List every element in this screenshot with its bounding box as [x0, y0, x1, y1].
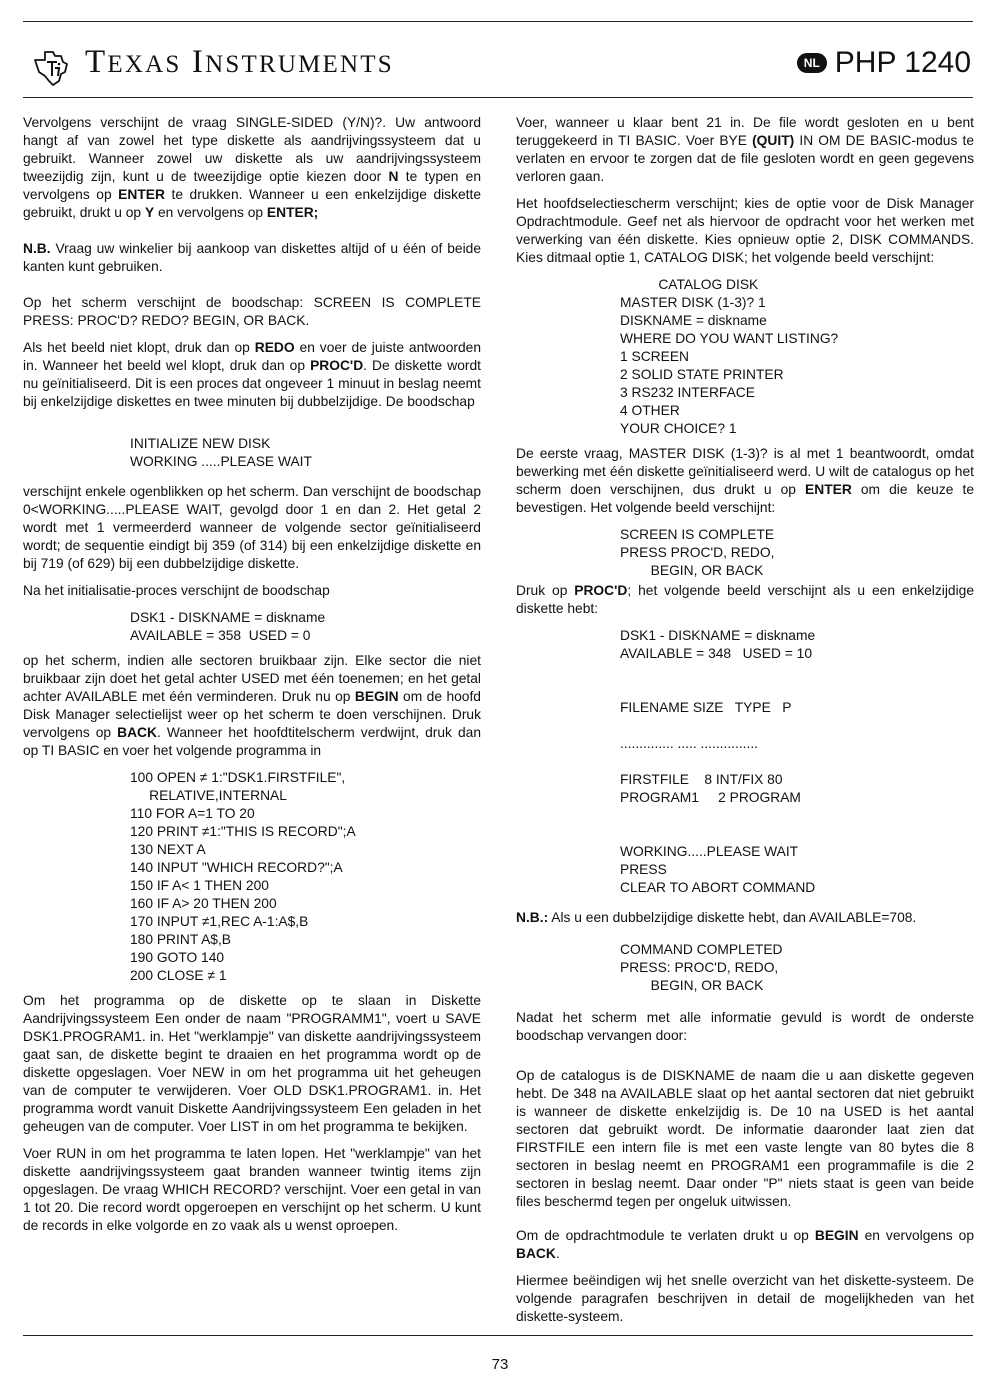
paragraph: Voer RUN in om het programma te laten lopen. Het "werklampje" van het diskette aandrijvingssysteem gaat branden wanneer twintig items zijn opgeslagen. De vraag WHICH RECORD? verschijnt. Voer een getal in van 1 tot 20. Die record wordt opgeroepen en verschijnt op het scherm. U kunt de records in elke volgorde en zo vaak als u wenst oproepen. [23, 1146, 481, 1233]
paragraph: verschijnt enkele ogenblikken op het scherm. Dan verschijnt de boodschap 0<WORKING.....PLEASE WAIT, gevolgd door 1 en dan 2. Het getal 2 wordt met 1 vermeerderd wanneer de volgende sector geïnitialiseerd wordt; de sequentie eindigt bij 359 (of 314) bij een enkelzijdige diskette en bij 719 (of 629) bij een dubbelzijdige diskette. [23, 484, 481, 571]
right-column [516, 114, 974, 1335]
note: N.B.: Als u een dubbelzijdige diskette hebt, dan AVAILABLE=708. [516, 910, 917, 925]
program-listing: 100 OPEN ≠ 1:"DSK1.FIRSTFILE", RELATIVE,INTERNAL 110 FOR A=1 TO 20 120 PRINT ≠1:"THIS IS RECORD";A 130 NEXT A 140 INPUT "WHICH RECORD?";A 150 IF A< 1 THEN 200 160 IF A> 20 THEN 200 170 INPUT ≠1,REC A-1:A$,B 180 PRINT A$,B 190 GOTO 140 200 CLOSE ≠ 1 [130, 770, 356, 983]
model-number: PHP 1240 [834, 46, 971, 79]
page-number: 73 [491, 1356, 509, 1373]
page-header [23, 22, 973, 96]
paragraph: Druk op PROC'D; het volgende beeld verschijnt als u een enkelzijdige diskette hebt: [516, 583, 974, 616]
paragraph: Vervolgens verschijnt de vraag SINGLE-SIDED (Y/N)?. Uw antwoord hangt af van zowel het type diskette als aandrijvingssysteem dat u gebruikt. Wanneer zowel uw diskette als uw aandrijvingssysteem tweezijdig zijn, kunt u de tweezijdige optie kiezen door N te typen en vervolgens op ENTER te drukken. Wanneer u een enkelzijdige diskette gebruikt, drukt u op Y en vervolgens op ENTER; [23, 115, 482, 220]
paragraph: Voer, wanneer u klaar bent 21 in. De file wordt gesloten en u bent teruggekeerd in TI BASIC. Voer BYE (QUIT) IN OM DE BASIC-modus te verlaten en ervoor te zorgen dat de file gesloten wordt en geen gegevens verloren gaan. [516, 115, 974, 184]
paragraph: Om de opdrachtmodule te verlaten drukt u op BEGIN en vervolgens op BACK. [516, 1228, 974, 1261]
brand-name: TEXAS INSTRUMENTS [85, 44, 394, 80]
screen-message: SCREEN IS COMPLETE PRESS PROC'D, REDO, BEGIN, OR BACK [620, 527, 775, 578]
model-label [797, 46, 971, 80]
paragraph: De eerste vraag, MASTER DISK (1-3)? is al met 1 beantwoordt, omdat bewerking met één diskette geïnitialiseerd werd. U wilt de catalogus op het scherm doen verschijnen, dus drukt u op ENTER om die keuze te bevestigen. Het volgende beeld verschijnt: [516, 446, 975, 515]
nl-badge: NL [797, 53, 827, 73]
header-rule [23, 97, 973, 98]
footer-rule [23, 1335, 973, 1336]
note: N.B. Vraag uw winkelier bij aankoop van diskettes altijd of u één of beide kanten kunt gebruiken. [23, 241, 481, 274]
catalog-listing: DSK1 - DISKNAME = diskname AVAILABLE = 348 USED = 10 FILENAME SIZE TYPE P .............. ..... ............... FIRSTFILE 8 INT/FIX 80 PROGRAM1 2 PROGRAM WORKING.....PLEASE WAIT PRESS CLEAR TO ABORT COMMAND [620, 628, 816, 895]
paragraph: Nadat het scherm met alle informatie gevuld is wordt de onderste boodschap vervangen door: [516, 1010, 974, 1043]
paragraph: Na het initialisatie-proces verschijnt de boodschap [23, 583, 330, 598]
paragraph: Als het beeld niet klopt, druk dan op REDO en voer de juiste antwoorden in. Wanneer het beeld wel klopt, druk dan op PROC'D. De diskette wordt nu geïnitialiseerd. Dit is een proces dat ongeveer 1 minuut in beslag neemt bij enkelzijdige diskettes en twee minuten bij dubbelzijdige. De boodschap [23, 340, 481, 409]
screen-message: DSK1 - DISKNAME = diskname AVAILABLE = 358 USED = 0 [130, 610, 326, 643]
paragraph: Om het programma op de diskette op te slaan in Diskette Aandrijvingssysteem Een onder de naam "PROGRAMM1", voert u SAVE DSK1.PROGRAM1. in. Het "werklampje" van diskette aandrijvingssysteem gaat san, de diskette begint te draaien en het programma wordt op de diskette opgeslagen. Voer NEW in om het programma uit het geheugen van de computer te verwijderen. Voer OLD DSK1.PROGRAM1. in. Het programma wordt vanuit Diskette Aandrijvingssysteem Een geladen in het geheugen van de computer. Voer LIST in om het programma te bekijken. [23, 993, 481, 1134]
paragraph: Het hoofdselectiescherm verschijnt; kies de optie voor de Disk Manager Opdrachtmodule. Geef net als hiervoor de opdracht voor het werken met verwerking van één diskette. Kies opnieuw optie 2, DISK COMMANDS. Kies ditmaal optie 1, CATALOG DISK; het volgende beeld verschijnt: [516, 196, 974, 265]
left-column [23, 114, 481, 1244]
paragraph: Hiermee beëindigen wij het snelle overzicht van het diskette-systeem. De volgende paragrafen beschrijven in detail de mogelijkheden van het diskette-systeem. [516, 1273, 974, 1324]
paragraph: Op de catalogus is de DISKNAME de naam die u aan diskette gegeven hebt. De 348 na AVAILABLE slaat op het aantal sectoren dat niet gebruikt is wanneer de diskette enkelzijdig is. De 10 na USED is het aantal sectoren dat gebruikt wordt. De informatie daaronder laat zien dat FIRSTFILE een intern file is met een vaste lengte van 80 bytes die 8 sectoren in beslag neemt en PROGRAM1 een programmafile is die 2 sectoren in beslag neemt. Daar onder "P" niets staat is geen van beide files beschermd tegen per ongeluk uitwissen. [516, 1068, 974, 1209]
screen-message: INITIALIZE NEW DISK WORKING .....PLEASE WAIT [130, 436, 312, 469]
paragraph: op het scherm, indien alle sectoren bruikbaar zijn. Elke sector die niet bruikbaar zijn doet het getal achter USED met één toenemen; en het getal achter AVAILABLE met één verminderen. Druk nu op BEGIN om de hoofd Disk Manager selectielijst weer op het scherm te doen verschijnen. Druk vervolgens op BACK. Wanneer het hoofdtitelscherm verdwijnt, druk dan op TI BASIC en voer het volgende programma in [23, 653, 481, 758]
texas-instruments-logo-icon [31, 48, 71, 88]
screen-message: COMMAND COMPLETED PRESS: PROC'D, REDO, BEGIN, OR BACK [620, 942, 783, 993]
paragraph: Op het scherm verschijnt de boodschap: SCREEN IS COMPLETE PRESS: PROC'D? REDO? BEGIN, OR BACK. [23, 295, 481, 328]
screen-message: CATALOG DISK MASTER DISK (1-3)? 1 DISKNAME = diskname WHERE DO YOU WANT LISTING? 1 SCREEN 2 SOLID STATE PRINTER 3 RS232 INTERFACE 4 OTHER YOUR CHOICE? 1 [620, 277, 839, 436]
